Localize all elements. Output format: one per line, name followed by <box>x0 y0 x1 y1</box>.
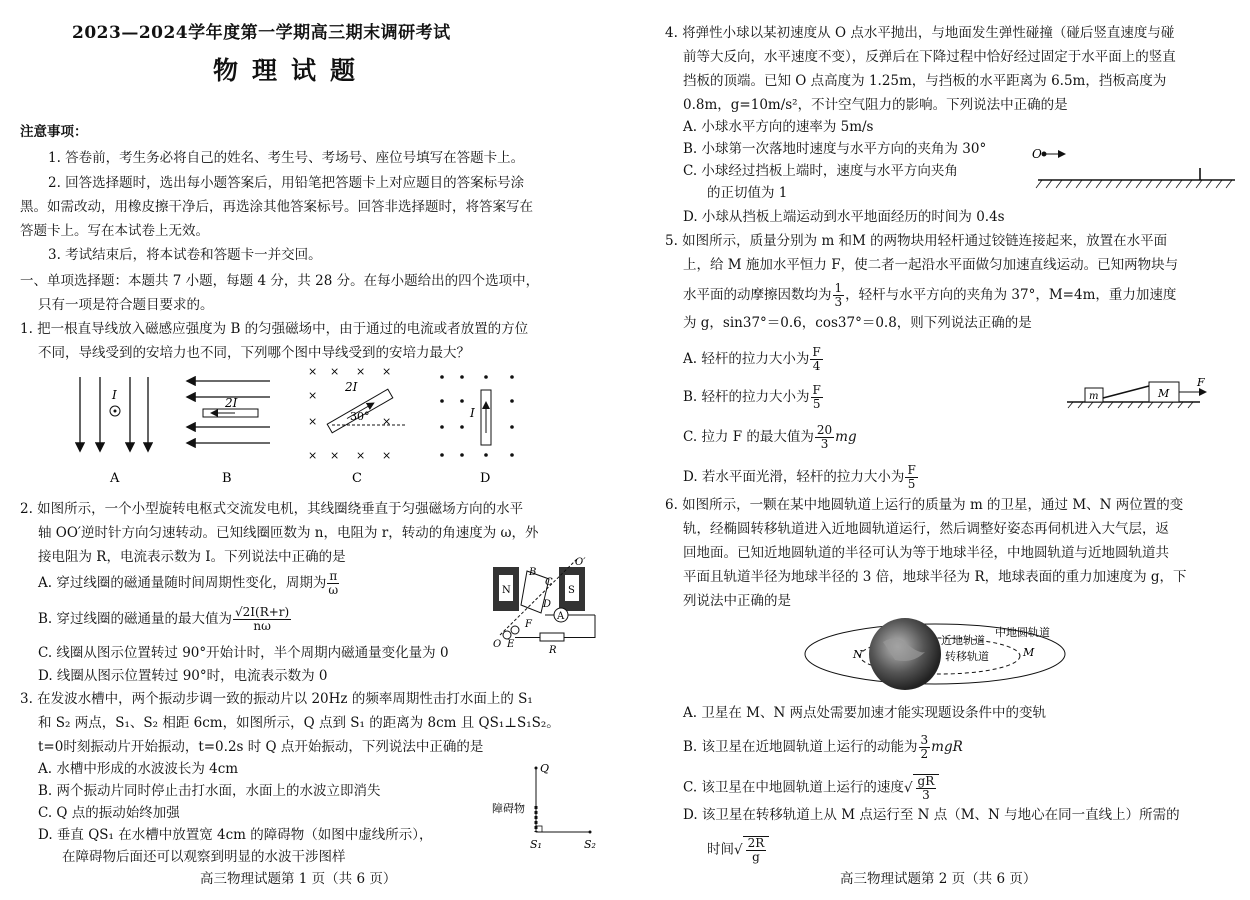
q6-stem-cont4: 列说法中正确的是 <box>683 593 791 609</box>
q6-option-c: C. 该卫星在中地圆轨道上运行的速度√ $\frac{gR}{3}$ <box>683 774 939 802</box>
q1-fig-c-current: 2I <box>345 380 358 394</box>
q3-option-d: D. 垂直 QS₁ 在水槽中放置宽 4cm 的障碍物（如图中虚线所示）， <box>38 827 433 843</box>
q3-fig-s2: S₂ <box>584 838 596 851</box>
q6-stem-cont2: 回地面。已知近地圆轨道的半径可认为等于地球半径，中地圆轨道与近地圆轨道共 <box>683 545 1169 561</box>
q3-stem-cont: 和 S₂ 两点，S₁、S₂ 相距 6cm，如图所示，Q 点到 S₁ 的距离为 8cm 且 QS₁⊥S₁S₂。 <box>38 715 560 731</box>
q5-option-d: D. 若水平面光滑，轻杆的拉力大小为 $\frac{F}{5}$ <box>683 463 916 491</box>
page-1 <box>0 0 620 900</box>
q1-fig-b <box>188 381 270 486</box>
exam-title: 2023—2024学年度第一学期高三期末调研考试 <box>72 23 451 43</box>
q5-blocks-figure <box>1065 372 1215 412</box>
page-2 <box>625 0 1250 900</box>
q3-option-c: C. Q 点的振动始终加强 <box>38 805 180 821</box>
q2-stem-cont: 轴 OO′逆时针方向匀速转动。已知线圈匝数为 n，电阻为 r，转动的角速度为 ω，外 <box>38 525 539 541</box>
q5-stem-cont3: 为 g，sin37°＝0.6，cos37°＝0.8，则下列说法正确的是 <box>683 315 1032 331</box>
q1-fig-b-current: 2I <box>225 396 238 410</box>
q4-option-a: A. 小球水平方向的速率为 5m/s <box>683 119 874 135</box>
q6-fig-near-orbit: 近地轨道 <box>941 634 985 647</box>
q4-stem-cont: 前等大反向，水平速度不变），反弹后在下降过程中恰好经过固定于水平面上的竖直 <box>683 49 1176 65</box>
svg-text:×: × <box>330 449 340 462</box>
q6-option-a: A. 卫星在 M、N 两点处需要加速才能实现题设条件中的变轨 <box>683 705 1047 721</box>
q1-fig-a-current: I <box>112 388 117 402</box>
q6-fig-n: N <box>853 648 863 661</box>
q2-option-a: A. 穿过线圈的磁通量随时间周期性变化，周期为 $\frac{\pi}{\omega}$ <box>38 569 339 597</box>
q1-figures <box>60 365 560 490</box>
svg-text:×: × <box>356 365 366 378</box>
q3-option-a: A. 水槽中形成的水波波长为 4cm <box>38 761 239 777</box>
q3-option-b: B. 两个振动片同时停止击打水面，水面上的水波立即消失 <box>38 783 381 799</box>
svg-text:×: × <box>308 389 318 402</box>
q2-fig-oprime: O′ <box>575 557 586 568</box>
q5-fig-big-m: M <box>1158 387 1170 400</box>
q6-option-d-cont: 时间√ $\frac{2R}{g}$ <box>707 836 769 864</box>
q2-fig-o: O <box>493 639 502 650</box>
q5-option-c: C. 拉力 F 的最大值为 $\frac{20}{3}$ mg <box>683 423 857 451</box>
q6-fig-transfer-orbit: 转移轨道 <box>945 650 989 663</box>
q2-option-b: B. 穿过线圈的磁通量的最大值为 $\frac{√2I(R+r)}{n\omega}$ <box>38 605 290 633</box>
q6-stem: 6. 如图所示，一颗在某中地圆轨道上运行的质量为 m 的卫星，通过 M、N 两位置的变 <box>665 497 1184 513</box>
q5-stem-cont2: 水平面的动摩擦因数均为 $\frac{1}{3}$ ，轻杆与水平方向的夹角为 37°，M=4m，重力加速度 <box>683 281 1177 309</box>
page-footer-1: 高三物理试题第 1 页（共 6 页） <box>200 871 397 887</box>
q1-fig-c-angle: 30° <box>350 410 370 423</box>
q6-option-d: D. 该卫星在转移轨道上从 M 点运行至 N 点（M、N 与地心在同一直线上）所需的 <box>683 807 1180 823</box>
q4-stem: 4. 将弹性小球以某初速度从 O 点水平抛出，与地面发生弹性碰撞（碰后竖直速度与碰 <box>665 25 1175 41</box>
q6-fig-m: M <box>1023 646 1035 659</box>
q2-option-c: C. 线圈从图示位置转过 90°开始计时，半个周期内磁通量变化量为 0 <box>38 645 449 661</box>
svg-text:×: × <box>356 449 366 462</box>
q4-option-d: D. 小球从挡板上端运动到水平地面经历的时间为 0.4s <box>683 209 1005 225</box>
q1-stem-cont: 不同，导线受到的安培力也不同，下列哪个图中导线受到的安培力最大？ <box>38 345 470 361</box>
svg-text:×: × <box>382 365 392 378</box>
subject-title: 物理试题 <box>213 56 370 85</box>
q4-projectile-figure <box>1030 140 1245 195</box>
q2-stem-cont2: 接电阻为 R，电流表示数为 I。下列说法中正确的是 <box>38 549 346 565</box>
q6-option-b: B. 该卫星在近地圆轨道上运行的动能为 $\frac{3}{2}$ mgR <box>683 733 963 761</box>
q2-fig-c: C <box>545 577 553 588</box>
q3-fig-q: Q <box>540 762 550 775</box>
q1-fig-c-label: C <box>352 471 362 486</box>
q5-option-a: A. 轻杆的拉力大小为 $\frac{F}{4}$ <box>683 345 821 373</box>
q4-option-c-cont: 的正切值为 1 <box>707 185 788 201</box>
q4-option-b: B. 小球第一次落地时速度与水平方向的夹角为 30° <box>683 141 987 157</box>
page-footer-2: 高三物理试题第 2 页（共 6 页） <box>840 871 1037 887</box>
svg-text:×: × <box>308 365 318 378</box>
q2-stem: 2. 如图所示，一个小型旋转电枢式交流发电机，其线圈绕垂直于匀强磁场方向的水平 <box>20 501 524 517</box>
q2-fig-r: R <box>549 645 557 655</box>
q6-stem-cont: 轨，经椭圆转移轨道进入近地圆轨道运行，然后调整好姿态再伺机进入大气层，返 <box>683 521 1169 537</box>
q3-wave-figure <box>490 760 615 860</box>
q2-fig-s: S <box>568 585 575 596</box>
q2-fig-b: B <box>529 567 537 578</box>
q1-stem: 1. 把一根直导线放入磁感应强度为 B 的匀强磁场中，由于通过的电流或者放置的方位 <box>20 321 529 337</box>
notice-item-1: 1. 答卷前，考生务必将自己的姓名、考生号、考场号、座位号填写在答题卡上。 <box>48 150 525 166</box>
notice-item-3: 3. 考试结束后，将本试卷和答题卡一并交回。 <box>48 247 322 263</box>
q2-fig-f: F <box>525 619 532 630</box>
q4-stem-cont3: 0.8m，g=10m/s²，不计空气阻力的影响。下列说法中正确的是 <box>683 97 1068 113</box>
q6-orbit-figure <box>795 612 1080 697</box>
q6-fig-mid-orbit: 中地圆轨道 <box>995 626 1050 639</box>
q1-fig-b-label: B <box>222 471 232 486</box>
section-1-heading-cont: 只有一项是符合题目要求的。 <box>38 297 214 313</box>
q2-generator-figure <box>485 555 610 655</box>
notice-item-2-cont: 黑。如需改动，用橡皮擦干净后，再选涂其他答案标号。回答非选择题时，将答案写在 <box>20 199 533 215</box>
notice-item-2: 2. 回答选择题时，选出每小题答案后，用铅笔把答题卡上对应题目的答案标号涂 <box>48 175 525 191</box>
q5-fig-f: F <box>1197 376 1205 389</box>
q1-fig-c <box>308 365 405 486</box>
q5-stem-cont: 上，给 M 施加水平恒力 F，使二者一起沿水平面做匀加速直线运动。已知两物块与 <box>683 257 1179 273</box>
q2-fig-d: D <box>543 599 552 610</box>
q3-fig-obstacle: 障碍物 <box>492 802 525 815</box>
svg-text:×: × <box>382 449 392 462</box>
q2-fig-e: E <box>507 639 515 650</box>
q1-fig-d <box>440 375 514 486</box>
svg-text:×: × <box>330 365 340 378</box>
q5-fig-m: m <box>1089 391 1099 402</box>
q5-stem: 5. 如图所示，质量分别为 m 和M 的两物块用轻杆通过铰链连接起来，放置在水平面 <box>665 233 1168 249</box>
q1-fig-a-label: A <box>110 471 120 486</box>
q3-stem: 3. 在发波水槽中，两个振动步调一致的振动片以 20Hz 的频率周期性击打水面上的 S₁ <box>20 691 533 707</box>
q4-option-c: C. 小球经过挡板上端时，速度与水平方向夹角 <box>683 163 958 179</box>
q2-fig-ammeter: A <box>557 611 565 622</box>
q6-stem-cont3: 平面且轨道半径为地球半径的 3 倍，地球半径为 R，地球表面的重力加速度为 g，下 <box>683 569 1187 585</box>
q3-option-d-cont: 在障碍物后面还可以观察到明显的水波干涉图样 <box>62 849 346 865</box>
q1-fig-a <box>80 377 148 486</box>
q2-fig-n: N <box>502 585 511 596</box>
section-1-heading: 一、单项选择题：本题共 7 小题，每题 4 分，共 28 分。在每小题给出的四个选项中， <box>20 273 540 289</box>
q2-option-d: D. 线圈从图示位置转过 90°时，电流表示数为 0 <box>38 668 328 684</box>
q1-fig-d-current: I <box>470 406 475 420</box>
svg-text:×: × <box>382 415 392 428</box>
q4-fig-o: O <box>1032 147 1042 161</box>
q4-stem-cont2: 挡板的顶端。已知 O 点高度为 1.25m，与挡板的水平距离为 6.5m，挡板高度为 <box>683 73 1167 89</box>
notice-item-2-cont2: 答题卡上。写在本试卷上无效。 <box>20 223 209 239</box>
q1-fig-d-label: D <box>480 471 491 486</box>
notice-heading: 注意事项： <box>20 124 88 140</box>
svg-text:×: × <box>308 415 318 428</box>
svg-text:×: × <box>308 449 318 462</box>
q5-option-b: B. 轻杆的拉力大小为 $\frac{F}{5}$ <box>683 383 821 411</box>
q3-stem-cont2: t=0时刻振动片开始振动，t=0.2s 时 Q 点开始振动，下列说法中正确的是 <box>38 739 484 755</box>
q3-fig-s1: S₁ <box>530 838 542 851</box>
